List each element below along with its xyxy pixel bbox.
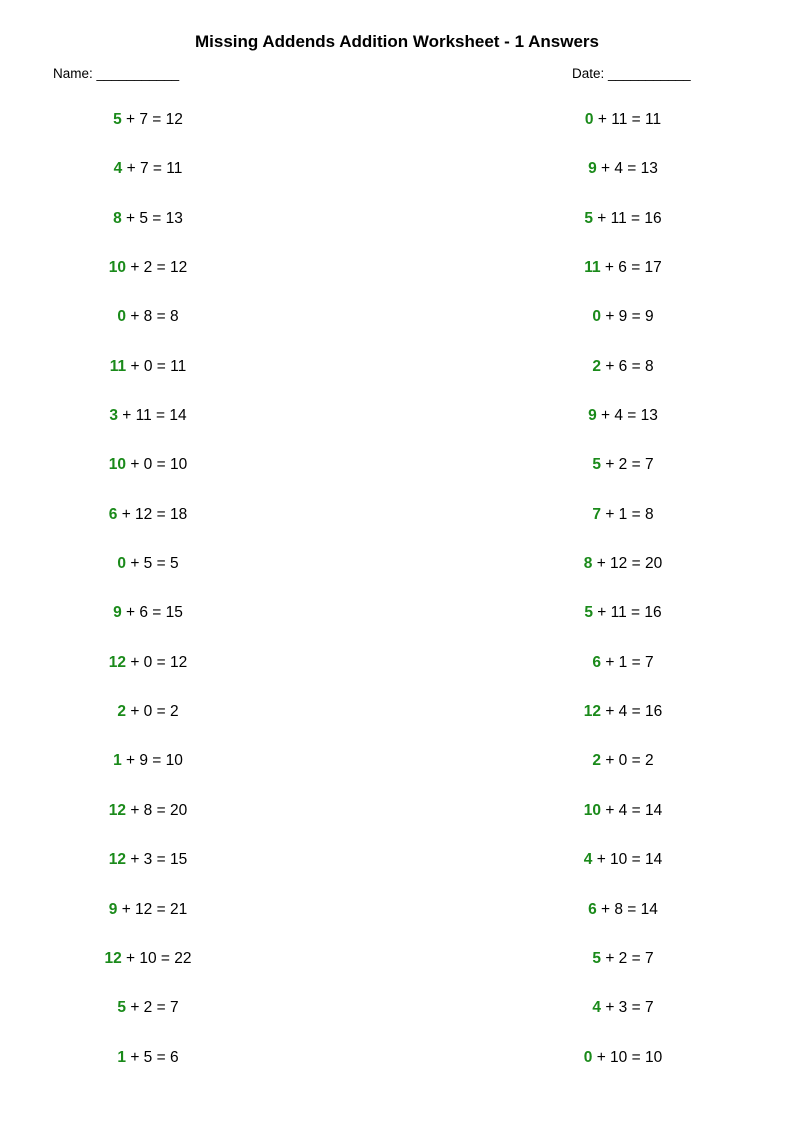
equation-rest: + 9 = 10 [126,752,183,770]
answer-value: 3 [109,407,118,425]
equation-rest: + 0 = 11 [130,357,187,375]
equation-rest: + 12 = 21 [121,900,188,918]
problem-row [473,109,773,158]
answer-value: 4 [583,851,593,869]
problem-row [0,750,298,799]
equation-rest: + 0 = 2 [605,752,654,770]
equation-rest: + 2 = 7 [130,999,179,1017]
answer-value: 10 [108,259,127,277]
problem-row [0,257,298,306]
equation-rest: + 11 = 16 [597,209,662,227]
equation-rest: + 8 = 8 [130,308,179,326]
problem-row [473,948,773,997]
problem-row [473,306,773,355]
answer-value: 0 [583,1048,593,1066]
equation-rest: + 4 = 14 [605,801,663,819]
equation-rest: + 5 = 6 [130,1048,179,1066]
answer-value: 8 [113,209,122,227]
problem-row [0,356,298,405]
problem-row [0,405,298,454]
problem-row [473,800,773,849]
problem-row [0,306,298,355]
problem-row [0,208,298,257]
name-label: Name: [53,66,93,81]
equation-rest: + 2 = 7 [605,949,654,967]
equation-rest: + 5 = 13 [126,209,183,227]
answer-value: 2 [592,752,602,770]
problem-row [473,1047,773,1096]
answer-value: 5 [113,111,122,128]
problem-row [473,208,773,257]
answer-value: 2 [117,703,127,721]
answer-value: 0 [584,111,594,128]
equation-rest: + 8 = 14 [601,900,658,918]
date-blank-line: ___________ [608,66,691,81]
equation-rest: + 6 = 8 [605,357,654,375]
answer-value: 0 [117,308,127,326]
problem-row [0,701,298,750]
worksheet-title: Missing Addends Addition Worksheet - 1 Answers [195,32,599,51]
problem-row [0,948,298,997]
problem-row [0,454,298,503]
problem-row [473,405,773,454]
problem-row [0,158,298,207]
problem-row [473,553,773,602]
name-blank-line: ___________ [96,66,180,81]
equation-rest: + 3 = 15 [130,851,188,869]
problem-row [0,997,298,1046]
equation-rest: + 0 = 2 [130,703,179,721]
equation-rest: + 6 = 17 [604,259,662,277]
equation-rest: + 3 = 7 [605,999,654,1017]
equation-rest: + 4 = 13 [601,160,658,178]
answer-value: 7 [592,505,602,523]
equation-rest: + 7 = 12 [126,111,183,128]
problem-row [473,899,773,948]
answer-value: 8 [583,555,593,573]
problem-row [0,849,298,898]
equation-rest: + 0 = 10 [130,456,188,474]
answer-value: 11 [109,357,127,375]
answer-value: 10 [583,801,602,819]
problem-row [0,800,298,849]
equation-rest: + 4 = 16 [605,703,663,721]
answer-value: 5 [592,949,602,967]
problem-row [0,1047,298,1096]
answer-value: 6 [592,653,602,671]
answer-value: 5 [117,999,127,1017]
answer-value: 4 [592,999,602,1017]
problem-row [0,652,298,701]
equation-rest: + 12 = 20 [596,555,663,573]
answer-value: 12 [108,801,127,819]
answer-value: 1 [113,752,122,770]
equation-rest: + 1 = 7 [605,653,654,671]
problem-row [473,701,773,750]
equation-rest: + 11 = 14 [122,407,187,425]
answer-value: 9 [588,407,597,425]
answer-value: 11 [584,259,601,277]
date-label: Date: [572,66,605,81]
answer-value: 6 [108,505,118,523]
answer-value: 2 [592,357,602,375]
answer-value: 5 [584,209,593,227]
answer-value: 12 [583,703,602,721]
answer-value: 4 [113,160,123,178]
equation-rest: + 4 = 13 [601,407,658,425]
problem-row [473,257,773,306]
answer-value: 12 [104,949,122,967]
problem-row [0,899,298,948]
date-field [572,65,691,83]
problem-row [473,356,773,405]
equation-rest: + 1 = 8 [605,505,654,523]
equation-rest: + 9 = 9 [605,308,654,326]
equation-rest: + 10 = 10 [596,1048,663,1066]
equation-rest: + 2 = 7 [605,456,654,474]
answer-value: 12 [108,653,127,671]
answer-value: 6 [588,900,597,918]
answer-value: 9 [588,160,597,178]
problem-row [473,652,773,701]
left-problem-column [0,109,298,1096]
problem-row [473,750,773,799]
equation-rest: + 7 = 11 [126,160,183,178]
answer-value: 5 [584,604,593,622]
problem-row [0,109,298,158]
equation-rest: + 8 = 20 [130,801,188,819]
problem-row [0,553,298,602]
equation-rest: + 5 = 5 [130,555,179,573]
problem-row [473,454,773,503]
answer-value: 1 [117,1048,127,1066]
answer-value: 0 [592,308,602,326]
problem-row [473,158,773,207]
equation-rest: + 11 = 11 [597,111,662,128]
problem-row [473,997,773,1046]
equation-rest: + 6 = 15 [126,604,183,622]
answer-value: 0 [117,555,127,573]
right-problem-column [473,109,773,1096]
equation-rest: + 10 = 14 [596,851,663,869]
answer-value: 9 [113,604,122,622]
problem-row [473,504,773,553]
problem-row [473,849,773,898]
answer-value: 5 [592,456,602,474]
answer-value: 9 [108,900,118,918]
name-field [53,65,179,83]
problem-row [473,602,773,651]
equation-rest: + 11 = 16 [597,604,662,622]
equation-rest: + 2 = 12 [130,259,188,277]
equation-rest: + 12 = 18 [121,505,188,523]
answer-value: 10 [108,456,127,474]
problem-row [0,602,298,651]
equation-rest: + 0 = 12 [130,653,188,671]
answer-value: 12 [108,851,127,869]
equation-rest: + 10 = 22 [126,949,192,967]
problem-row [0,504,298,553]
